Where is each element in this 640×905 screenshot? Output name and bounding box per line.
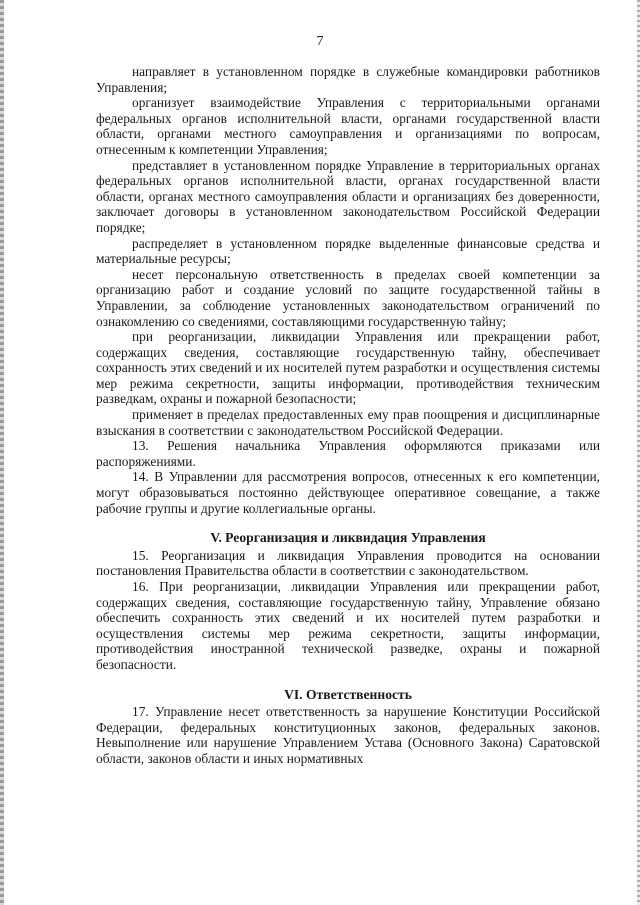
paragraph: организует взаимодействие Управления с территориальными органами федеральных органов исполнительной власти, органами государственной власти области, органами местного самоуправления и организациями по вопросам, отнесенным к компетенции Управления;: [96, 95, 600, 157]
scan-edge-left: [0, 0, 4, 905]
paragraph: несет персональную ответственность в пределах своей компетенции за организацию работ и создание условий по защите государственной тайны в Управлении, за соблюдение установленных законодательством ограничений по ознакомлению со сведениями, составляющими государственную тайну;: [96, 266, 600, 329]
paragraph: при реорганизации, ликвидации Управления или прекращении работ, содержащих сведения, составляющие государственную тайну, обеспечивает сохранность этих сведений и их носителей путем разработки и осуществления системы мер режима секретности, защиты информации, противодействия техническим разведкам, охраны и пожарной безопасности;: [96, 329, 600, 407]
section-heading-6: VI. Ответственность: [284, 686, 412, 702]
paragraph: применяет в пределах предоставленных ему прав поощрения и дисциплинарные взыскания в соответствии с законодательством Российской Федерации.: [96, 407, 600, 438]
paragraph: представляет в установленном порядке Управление в территориальных органах федеральных органов исполнительной власти, органах государственной власти области, органах местного самоуправления области и организациях без доверенности, заключает договоры в установленном законодательством Российской Федерации порядке;: [96, 157, 600, 235]
paragraph-item-15: 15. Реорганизация и ликвидация Управления проводится на основании постановления Правительства области в соответствии с законодательством.: [96, 547, 600, 579]
paragraph: распределяет в установленном порядке выделенные финансовые средства и материальные ресурсы;: [96, 235, 600, 267]
page-number: 7: [316, 34, 324, 49]
document-body: [96, 64, 600, 767]
paragraph-item-13: 13. Решения начальника Управления оформляются приказами или распоряжениями.: [96, 438, 600, 469]
paragraph-item-14: 14. В Управлении для рассмотрения вопросов, отнесенных к его компетенции, могут образовываться постоянно действующее оперативное совещание, а также рабочие группы и другие коллегиальные органы.: [96, 469, 600, 516]
section-heading-5: V. Реорганизация и ликвидация Управления: [210, 530, 486, 546]
paragraph-item-16: 16. При реорганизации, ликвидации Управления или прекращении работ, содержащих сведения, составляющие государственную тайну, Управление обязано обеспечить сохранность этих сведений и их носителей путем разработки и осуществления системы мер режима секретности, защиты информации, противодействия иностранной технической разведке, охраны и пожарной безопасности.: [96, 579, 600, 672]
paragraph: направляет в установленном порядке в служебные командировки работников Управления;: [96, 64, 600, 95]
paragraph-item-17: 17. Управление несет ответственность за нарушение Конституции Российской Федерации, федеральных конституционных законов, федеральных законов. Невыполнение или нарушение Управлением Устава (Основного Закона) Саратовской области, законов области и иных нормативных: [96, 704, 600, 766]
